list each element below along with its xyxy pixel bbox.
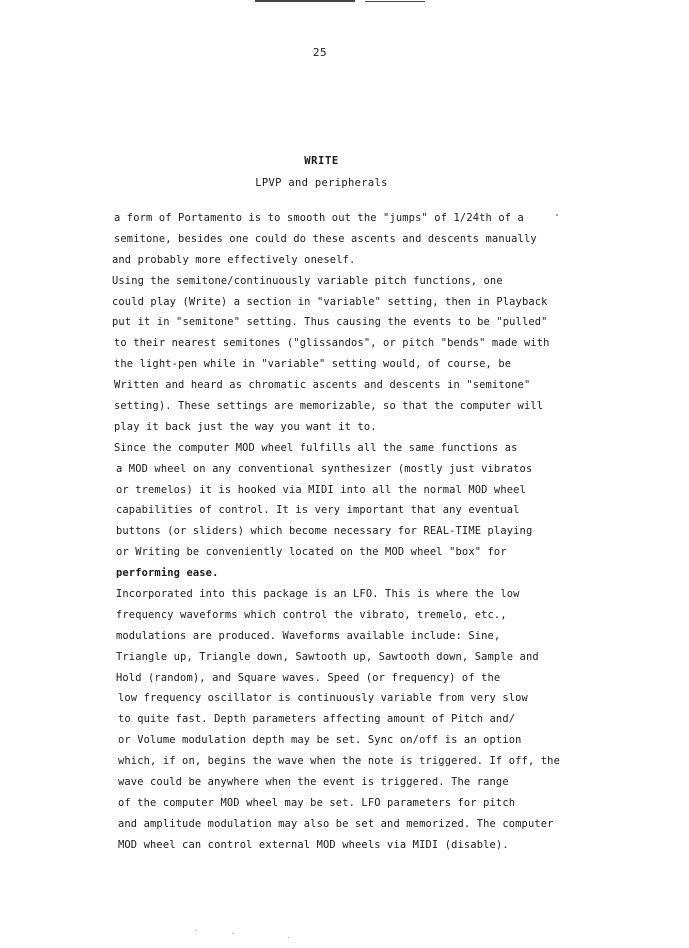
text-line: and amplitude modulation may also be set and memorized. The computer xyxy=(118,817,554,830)
text-line: put it in "semitone" setting. Thus causing the events to be "pulled" xyxy=(112,316,548,329)
body-text xyxy=(112,208,592,856)
text-line: Written and heard as chromatic ascents and descents in "semitone" xyxy=(114,379,531,392)
scan-speck xyxy=(556,214,558,216)
text-line: play it back just the way you want it to. xyxy=(114,420,377,433)
text-line: wave could be anywhere when the event is triggered. The range xyxy=(118,776,509,789)
text-line: buttons (or sliders) which become necessary for REAL-TIME playing xyxy=(116,525,533,538)
text-line: Triangle up, Triangle down, Sawtooth up, Sawtooth down, Sample and xyxy=(116,650,539,663)
text-line: could play (Write) a section in "variable" setting, then in Playback xyxy=(112,295,548,308)
text-line: Hold (random), and Square waves. Speed (or frequency) of the xyxy=(116,671,501,684)
scan-speck xyxy=(196,930,197,931)
scan-speck xyxy=(288,937,289,938)
text-line: low frequency oscillator is continuously variable from very slow xyxy=(118,692,528,705)
text-line: frequency waveforms which control the vibrato, tremelo, etc., xyxy=(116,608,507,621)
text-line: a form of Portamento is to smooth out the "jumps" of 1/24th of a xyxy=(114,212,524,224)
text-line: MOD wheel can control external MOD wheels via MIDI (disable). xyxy=(118,838,509,851)
scan-speck xyxy=(232,933,233,934)
section-heading: WRITE xyxy=(304,155,339,167)
text-line: of the computer MOD wheel may be set. LFO parameters for pitch xyxy=(118,796,516,809)
text-line: to quite fast. Depth parameters affecting amount of Pitch and/ xyxy=(118,713,516,726)
text-line: a MOD wheel on any conventional synthesizer (mostly just vibratos xyxy=(116,462,533,475)
text-line: or tremelos) it is hooked via MIDI into all the normal MOD wheel xyxy=(116,483,526,496)
text-line: and probably more effectively oneself. xyxy=(112,253,356,266)
text-line: Incorporated into this package is an LFO. This is where the low xyxy=(116,588,520,601)
text-line: to their nearest semitones ("glissandos", or pitch "bends" made with xyxy=(114,337,550,350)
top-edge-rule xyxy=(255,0,355,2)
page-number: 25 xyxy=(312,46,328,59)
text-line: which, if on, begins the wave when the note is triggered. If off, the xyxy=(118,755,560,768)
section-subheading: LPVP and peripherals xyxy=(255,177,388,189)
text-line: setting). These settings are memorizable, so that the computer will xyxy=(114,400,544,413)
text-line: semitone, besides one could do these ascents and descents manually xyxy=(114,232,537,245)
text-line: performing ease. xyxy=(116,567,219,580)
text-line: Since the computer MOD wheel fulfills all the same functions as xyxy=(114,441,518,454)
text-line: capabilities of control. It is very important that any eventual xyxy=(116,504,520,517)
text-line: Using the semitone/continuously variable pitch functions, one xyxy=(112,274,503,287)
text-line: or Writing be conveniently located on the MOD wheel "box" for xyxy=(116,546,507,559)
text-line: or Volume modulation depth may be set. Sync on/off is an option xyxy=(118,734,522,747)
text-line: the light-pen while in "variable" setting would, of course, be xyxy=(114,358,512,371)
top-edge-rule xyxy=(365,1,425,2)
text-line: modulations are produced. Waveforms available include: Sine, xyxy=(116,629,501,642)
